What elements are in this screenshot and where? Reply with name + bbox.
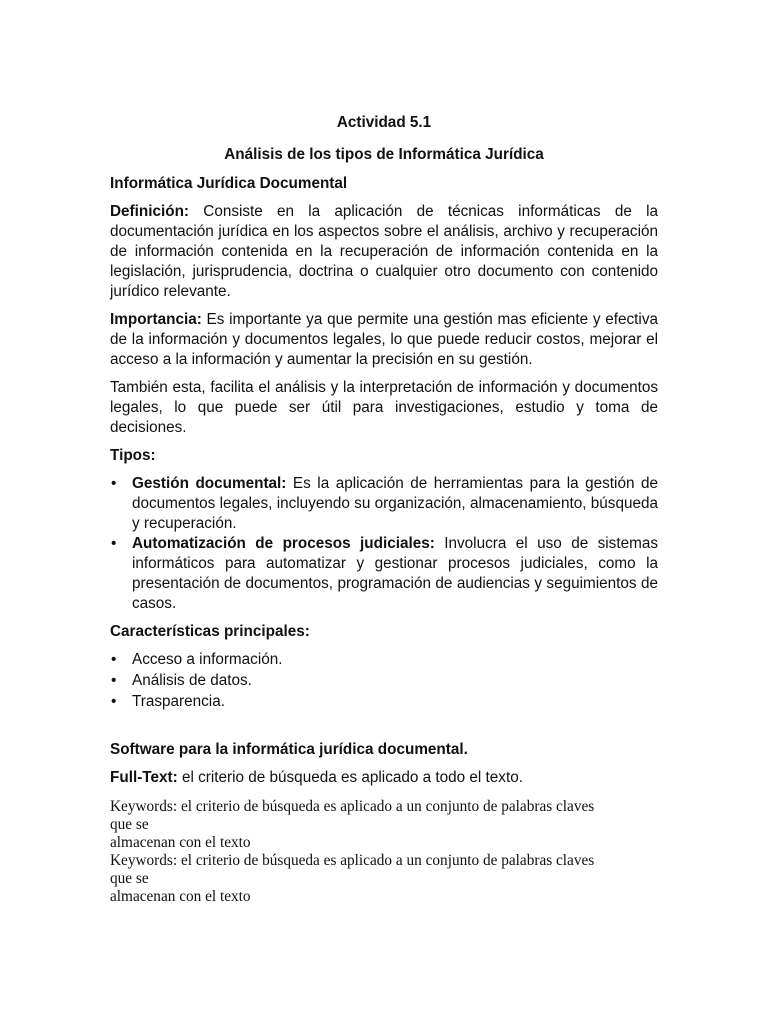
keywords-line: almacenan con el texto	[110, 834, 251, 851]
list-item	[110, 650, 658, 670]
definicion-text: Consiste en la aplicación de técnicas informáticas de la documentación jurídica en los aspectos sobre el análisis, archivo y recuperación de información contenida en la recuperación de información contenida en la legislación, jurisprudencia, doctrina o cualquier otro documento con contenido jurídico relevante.	[110, 203, 658, 300]
caracteristica-text: Trasparencia.	[132, 693, 225, 710]
list-item	[110, 671, 658, 691]
caracteristicas-list	[110, 650, 658, 712]
importancia-label: Importancia:	[110, 311, 202, 328]
bullet-icon: •	[111, 693, 117, 710]
keywords-line: Keywords: el criterio de búsqueda es aplicado a un conjunto de palabras claves	[110, 852, 595, 869]
bullet-icon: •	[111, 672, 117, 689]
keywords-line: Keywords: el criterio de búsqueda es aplicado a un conjunto de palabras claves	[110, 798, 595, 815]
document-title: Actividad 5.1	[336, 114, 432, 131]
importancia-paragraph	[110, 310, 658, 370]
keywords-line: que se	[110, 870, 149, 887]
importancia-text: Es importante ya que permite una gestión mas eficiente y efectiva de la información y documentos legales, lo que puede reducir costos, mejorar el acceso a la información y aumentar la precisión en su gestión.	[110, 311, 658, 368]
caracteristicas-heading: Características principales:	[110, 623, 310, 640]
definicion-label: Definición:	[110, 203, 190, 220]
fulltext-text: el criterio de búsqueda es aplicado a todo el texto.	[177, 769, 523, 786]
tipo-text: Involucra el uso de sistemas informáticos para automatizar y gestionar procesos judiciales, como la presentación de documentos, programación de audiencias y seguimientos de casos.	[132, 535, 658, 612]
spacer	[110, 720, 658, 740]
tipos-heading: Tipos:	[110, 447, 156, 464]
software-heading: Software para la informática jurídica documental.	[110, 741, 468, 758]
fulltext-label: Full-Text:	[110, 769, 178, 786]
bullet-icon: •	[111, 535, 117, 552]
document-subtitle: Análisis de los tipos de Informática Jurídica	[224, 146, 544, 163]
keywords-block	[110, 798, 658, 906]
caracteristica-text: Análisis de datos.	[132, 672, 252, 689]
bullet-icon: •	[111, 651, 117, 668]
bullet-icon: •	[111, 475, 117, 492]
list-item	[110, 534, 658, 614]
tipos-list	[110, 474, 658, 614]
fulltext-paragraph	[110, 768, 658, 788]
tipo-text: Es la aplicación de herramientas para la gestión de documentos legales, incluyendo su organización, almacenamiento, búsqueda y recuperación.	[132, 475, 658, 532]
keywords-line: almacenan con el texto	[110, 888, 251, 905]
list-item	[110, 692, 658, 712]
section-heading: Informática Jurídica Documental	[110, 175, 348, 192]
keywords-line: que se	[110, 816, 149, 833]
tipo-label: Gestión documental:	[132, 475, 287, 492]
tipo-label: Automatización de procesos judiciales:	[132, 535, 435, 552]
list-item	[110, 474, 658, 534]
caracteristica-text: Acceso a información.	[132, 651, 283, 668]
tambien-paragraph: También esta, facilita el análisis y la interpretación de información y documentos legales, lo que puede ser útil para investigaciones, estudio y toma de decisiones.	[110, 379, 658, 436]
definicion-paragraph	[110, 202, 658, 302]
